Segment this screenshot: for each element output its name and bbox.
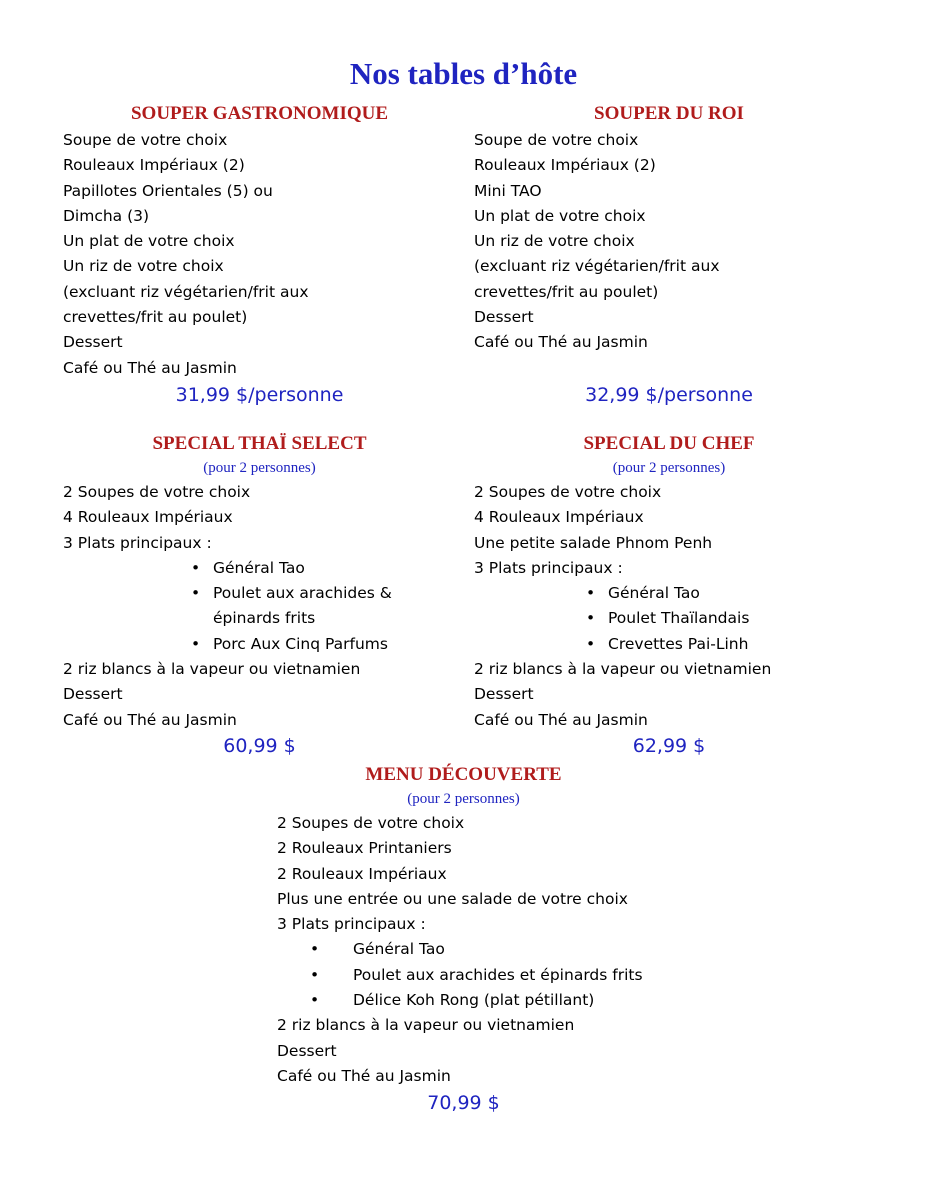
section-souper-du-roi <box>474 102 864 356</box>
bullet-icon: • <box>586 634 596 653</box>
menu-item: Plus une entrée ou une salade de votre choix <box>277 889 628 908</box>
bullet-text: Général Tao <box>608 584 700 603</box>
bullet-text: Général Tao <box>353 940 445 959</box>
section-subtitle-menu-decouverte: (pour 2 personnes) <box>407 791 520 807</box>
bullet-icon: • <box>191 634 201 653</box>
menu-item: 4 Rouleaux Impériaux <box>63 508 233 527</box>
bullet-text: Crevettes Pai-Linh <box>608 634 749 653</box>
section-title-menu-decouverte: MENU DÉCOUVERTE <box>365 764 562 785</box>
menu-item: Café ou Thé au Jasmin <box>63 710 237 729</box>
bullet-item <box>63 581 456 606</box>
price-menu-decouverte: 70,99 $ <box>427 1092 500 1114</box>
section-subtitle: (pour 2 personnes) <box>612 460 726 476</box>
bullet-item <box>277 937 747 962</box>
menu-item: Dessert <box>474 308 534 327</box>
menu-item: 3 Plats principaux : <box>277 915 426 934</box>
bullet-text: Délice Koh Rong (plat pétillant) <box>353 991 595 1010</box>
menu-item: Soupe de votre choix <box>474 131 639 149</box>
menu-item: 2 riz blancs à la vapeur ou vietnamien <box>277 1016 575 1035</box>
bullet-icon: • <box>310 940 320 959</box>
bullet-item <box>277 988 747 1013</box>
menu-item: Dimcha (3) <box>63 206 150 225</box>
menu-item: 2 Rouleaux Impériaux <box>277 864 447 883</box>
menu-item: Rouleaux Impériaux (2) <box>63 156 245 175</box>
section-title: SPECIAL DU CHEF <box>583 433 755 454</box>
menu-item: Un riz de votre choix <box>63 257 224 276</box>
bullet-icon: • <box>191 558 201 577</box>
price-special-du-chef: 62,99 $ <box>632 735 706 757</box>
price-special-thai-select: 60,99 $ <box>223 735 296 757</box>
bullet-text: Poulet aux arachides et épinards frits <box>353 965 643 984</box>
menu-item: 2 Rouleaux Printaniers <box>277 839 452 858</box>
bullet-text: Poulet aux arachides & <box>213 584 392 603</box>
section-menu-decouverte <box>277 811 747 1089</box>
menu-item: crevettes/frit au poulet) <box>63 308 248 327</box>
bullet-icon: • <box>586 584 596 603</box>
menu-item: crevettes/frit au poulet) <box>474 282 659 301</box>
menu-item: 2 riz blancs à la vapeur ou vietnamien <box>63 660 361 679</box>
bullet-icon: • <box>586 609 596 628</box>
menu-item: 3 Plats principaux : <box>474 558 623 577</box>
menu-item: Mini TAO <box>474 181 542 200</box>
menu-item: Une petite salade Phnom Penh <box>474 533 713 552</box>
section-title: SOUPER GASTRONOMIQUE <box>130 103 389 124</box>
menu-item: Rouleaux Impériaux (2) <box>474 156 656 175</box>
bullet-icon: • <box>310 991 320 1010</box>
menu-item: (excluant riz végétarien/frit aux <box>63 282 309 301</box>
menu-item: Un plat de votre choix <box>63 232 235 251</box>
menu-item: Dessert <box>474 685 534 704</box>
menu-item: Soupe de votre choix <box>63 131 228 149</box>
bullet-icon: • <box>310 965 320 984</box>
menu-item: Café ou Thé au Jasmin <box>277 1066 451 1085</box>
bullet-item <box>474 606 864 631</box>
bullet-item <box>63 632 456 657</box>
section-special-thai-select <box>63 432 456 733</box>
menu-item: Un riz de votre choix <box>474 232 635 251</box>
menu-item: Papillotes Orientales (5) ou <box>63 181 273 200</box>
menu-item: Dessert <box>63 333 123 352</box>
menu-item: 2 riz blancs à la vapeur ou vietnamien <box>474 660 772 679</box>
bullet-item <box>63 556 456 581</box>
bullet-item <box>474 581 864 606</box>
menu-item: 2 Soupes de votre choix <box>474 483 662 501</box>
menu-item: 2 Soupes de votre choix <box>63 483 251 501</box>
menu-item: (excluant riz végétarien/frit aux <box>474 257 720 276</box>
menu-item: 4 Rouleaux Impériaux <box>474 508 644 527</box>
section-title: SOUPER DU ROI <box>594 103 744 124</box>
bullet-icon: • <box>191 584 201 603</box>
bullet-text: Poulet Thaïlandais <box>608 609 750 628</box>
bullet-item <box>474 632 864 657</box>
menu-item: 3 Plats principaux : <box>63 533 212 552</box>
bullet-text: Porc Aux Cinq Parfums <box>213 634 388 653</box>
price-souper-gastronomique: 31,99 $/personne <box>175 384 344 406</box>
menu-item: Dessert <box>277 1041 337 1060</box>
menu-item: 2 Soupes de votre choix <box>277 814 465 832</box>
bullet-item <box>277 963 747 988</box>
menu-item: Café ou Thé au Jasmin <box>474 333 648 352</box>
price-souper-du-roi: 32,99 $/personne <box>585 384 753 406</box>
page-title: Nos tables d’hôte <box>349 56 578 91</box>
menu-item: Un plat de votre choix <box>474 206 646 225</box>
menu-item: Café ou Thé au Jasmin <box>474 710 648 729</box>
section-special-du-chef <box>474 432 864 733</box>
bullet-continuation: épinards frits <box>213 609 316 628</box>
section-subtitle: (pour 2 personnes) <box>203 460 316 476</box>
section-title: SPECIAL THAÏ SELECT <box>152 433 367 454</box>
section-souper-gastronomique <box>63 102 456 381</box>
bullet-text: Général Tao <box>213 558 305 577</box>
menu-item: Dessert <box>63 685 123 704</box>
menu-item: Café ou Thé au Jasmin <box>63 358 237 377</box>
